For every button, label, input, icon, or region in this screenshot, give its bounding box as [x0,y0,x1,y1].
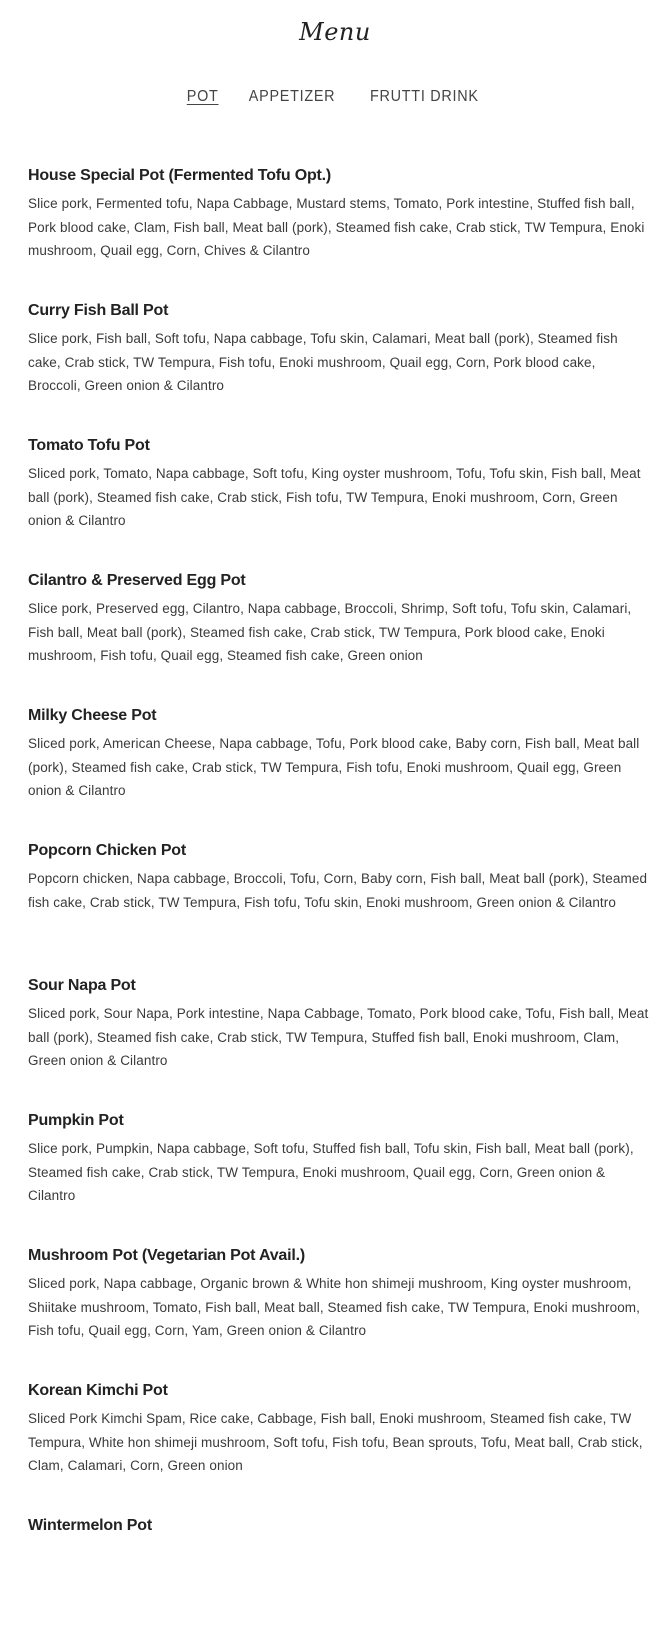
menu-item-description: Slice pork, Fish ball, Soft tofu, Napa cabbage, Tofu skin, Calamari, Meat ball (pork), Steamed fish cake, Crab stick, TW Tempura, Fish tofu, Enoki mushroom, Quail egg, Corn, Pork blood cake, Broccoli, Green onion & Cilantro [28,331,618,393]
tab-pot[interactable]: POT [186,88,219,105]
tab-frutti-drink[interactable]: FRUTTI DRINK [370,88,480,105]
menu-item-name: Wintermelon Pot [28,1517,152,1534]
menu-item-name: House Special Pot (Fermented Tofu Opt.) [28,167,332,184]
category-tabs [0,88,670,106]
menu-item-description: Sliced Pork Kimchi Spam, Rice cake, Cabbage, Fish ball, Enoki mushroom, Steamed fish cake, TW Tempura, White hon shimeji mushroom, Soft tofu, Fish tofu, Bean sprouts, Tofu, Meat ball, Crab stick, Clam, Calamari, Corn, Green onion [28,1411,643,1473]
menu-item-name: Popcorn Chicken Pot [28,842,186,859]
menu-item-name: Mushroom Pot (Vegetarian Pot Avail.) [28,1247,305,1264]
menu-item-description: Slice pork, Fermented tofu, Napa Cabbage, Mustard stems, Tomato, Pork intestine, Stuffed fish ball, Pork blood cake, Clam, Fish ball, Meat ball (pork), Steamed fish cake, Crab stick, TW Tempura, Enoki mushroom, Quail egg, Corn, Chives & Cilantro [28,196,645,258]
menu-item [28,434,650,569]
menu-item [28,1109,650,1244]
menu-item-name: Korean Kimchi Pot [28,1382,168,1399]
menu-item-name: Tomato Tofu Pot [28,437,150,454]
menu-item-name: Pumpkin Pot [28,1112,124,1129]
menu-item [28,704,650,839]
menu-item [28,299,650,434]
menu-item-description: Popcorn chicken, Napa cabbage, Broccoli, Tofu, Corn, Baby corn, Fish ball, Meat ball (pork), Steamed fish cake, Crab stick, TW Tempura, Fish tofu, Tofu skin, Enoki mushroom, Green onion & Cilantro [28,871,648,910]
menu-item [28,1244,650,1379]
menu-item-description: Sliced pork, American Cheese, Napa cabbage, Tofu, Pork blood cake, Baby corn, Fish ball, Meat ball (pork), Steamed fish cake, Crab stick, TW Tempura, Fish tofu, Enoki mushroom, Quail egg, Green onion & Cilantro [28,736,640,798]
menu-item-description: Sliced pork, Sour Napa, Pork intestine, Napa Cabbage, Tomato, Pork blood cake, Tofu, Fish ball, Meat ball (pork), Steamed fish cake, Crab stick, TW Tempura, Stuffed fish ball, Enoki mushroom, Clam, Green onion & Cilantro [28,1006,649,1068]
menu-item-description: Sliced pork, Napa cabbage, Organic brown & White hon shimeji mushroom, King oyster mushroom, Shiitake mushroom, Tomato, Fish ball, Meat ball, Steamed fish cake, TW Tempura, Enoki mushroom, Fish tofu, Quail egg, Corn, Yam, Green onion & Cilantro [28,1276,641,1338]
menu-item-description: Sliced pork, Tomato, Napa cabbage, Soft tofu, King oyster mushroom, Tofu, Tofu skin, Fish ball, Meat ball (pork), Steamed fish cake, Crab stick, Fish tofu, TW Tempura, Enoki mushroom, Corn, Green onion & Cilantro [28,466,641,528]
menu-item-description: Slice pork, Pumpkin, Napa cabbage, Soft tofu, Stuffed fish ball, Tofu skin, Fish ball, Meat ball (pork), Steamed fish cake, Crab stick, TW Tempura, Enoki mushroom, Quail egg, Corn, Green onion & Cilantro [28,1141,634,1203]
menu-item [28,839,650,974]
menu-item-description: Slice pork, Preserved egg, Cilantro, Napa cabbage, Broccoli, Shrimp, Soft tofu, Tofu skin, Calamari, Fish ball, Meat ball (pork), Steamed fish cake, Crab stick, TW Tempura, Pork blood cake, Enoki mushroom, Fish tofu, Quail egg, Steamed fish cake, Green onion [28,601,632,663]
menu-item-name: Curry Fish Ball Pot [28,302,169,319]
menu-item-name: Cilantro & Preserved Egg Pot [28,572,246,589]
page-title: Menu [299,18,371,46]
menu-item [28,164,650,299]
menu-item [28,569,650,704]
menu-item [28,1514,650,1649]
menu-list [28,164,650,1649]
menu-item-name: Milky Cheese Pot [28,707,157,724]
menu-item [28,1379,650,1514]
tab-appetizer[interactable]: APPETIZER [249,88,336,105]
menu-item-name: Sour Napa Pot [28,977,136,994]
menu-item [28,974,650,1109]
